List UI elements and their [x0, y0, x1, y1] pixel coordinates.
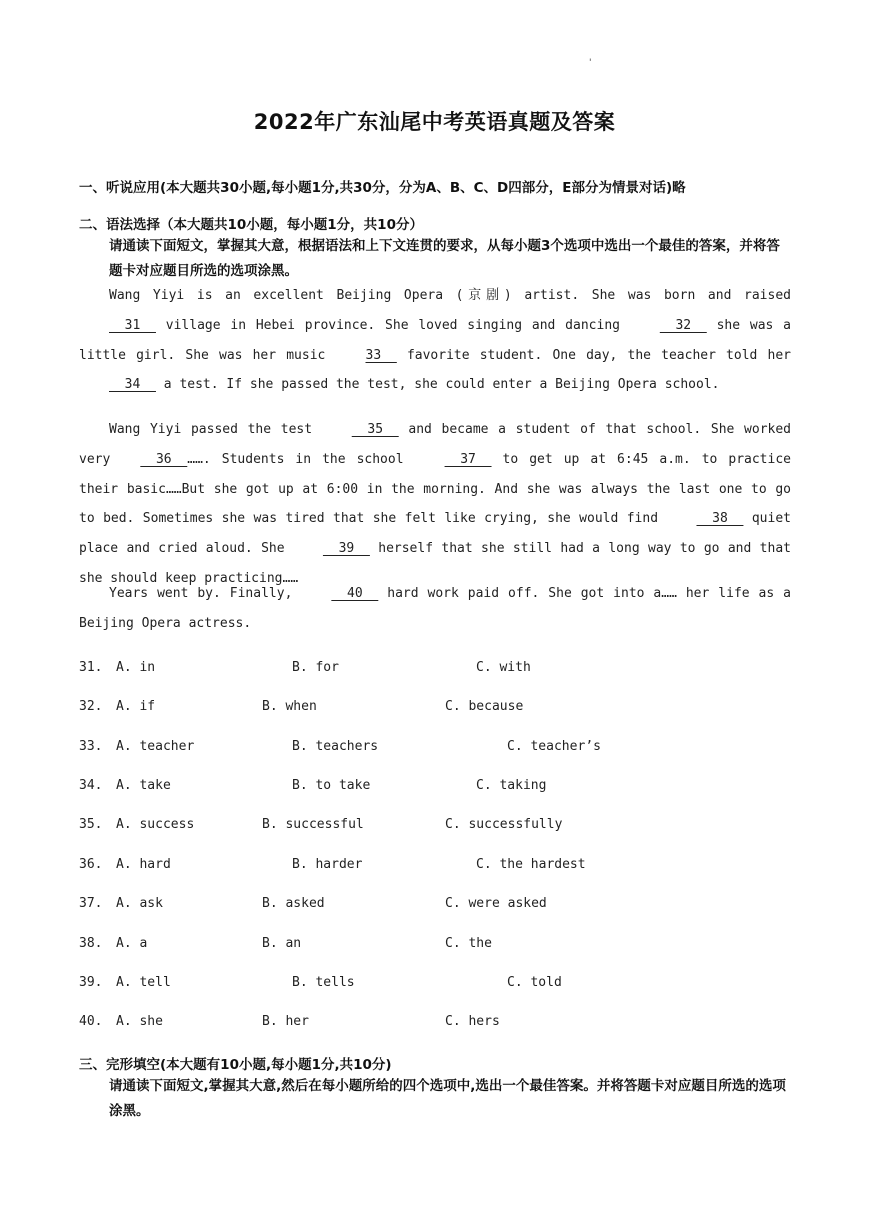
option-a: A. a	[116, 936, 148, 951]
option-a: A. tell	[116, 975, 171, 990]
option-b: B. successful	[262, 817, 364, 832]
option-b: B. her	[262, 1014, 309, 1029]
passage-text: to get up at 6:45 a.m. to practice their basic……But she got up at 6:00 in the morning. And she was always the last one to go to bed. Sometimes she was tired that she felt like crying, she would find	[79, 451, 791, 527]
blank-35: 35	[351, 422, 399, 437]
passage-text: and became a student of that school. She worked very	[79, 422, 791, 467]
option-c: C. the	[445, 936, 492, 951]
blank-40: 40	[331, 586, 379, 601]
section3-heading: 三、完形填空(本大题有10小题,每小题1分,共10分)	[79, 1057, 392, 1073]
passage-text: Wang Yiyi passed the test	[109, 422, 322, 437]
question-row-33	[79, 739, 791, 759]
corner-mark: '	[589, 58, 592, 68]
question-row-40	[79, 1014, 791, 1034]
question-row-35	[79, 817, 791, 837]
option-c: C. taking	[476, 778, 547, 793]
question-number: 40.	[79, 1014, 103, 1029]
passage-text: quiet place and cried aloud. She	[79, 511, 791, 557]
question-row-36	[79, 857, 791, 877]
option-c: C. successfully	[445, 817, 563, 832]
question-number: 33.	[79, 739, 103, 754]
question-row-34	[79, 778, 791, 798]
option-a: A. success	[116, 817, 195, 832]
blank-38: 38	[696, 511, 744, 527]
blank-33: 33	[365, 347, 397, 363]
option-c: C. the hardest	[476, 857, 586, 872]
passage-paragraph-3	[79, 579, 791, 639]
option-b: B. tells	[292, 975, 355, 990]
option-a: A. she	[116, 1014, 163, 1029]
blank-32: 32	[659, 317, 707, 333]
passage-text: favorite student. One day, the teacher told her	[396, 347, 791, 363]
section3-instruction: 请通读下面短文,掌握其大意,然后在每小题所给的四个选项中,选出一个最佳答案。并将答题卡对应题目所选的选项涂黑。	[109, 1078, 786, 1119]
option-b: B. for	[292, 660, 339, 675]
option-c: C. with	[476, 660, 531, 675]
question-row-37	[79, 896, 791, 916]
passage-text: she was a little girl. She was her music	[79, 317, 791, 363]
question-row-38	[79, 936, 791, 956]
option-a: A. hard	[116, 857, 171, 872]
question-number: 36.	[79, 857, 103, 872]
option-c: C. teacher’s	[507, 739, 601, 754]
question-number: 39.	[79, 975, 103, 990]
passage-text: ……. Students in the school	[187, 451, 415, 467]
passage-text: a test. If she passed the test, she could enter a Beijing Opera school.	[155, 377, 720, 393]
option-a: A. take	[116, 778, 171, 793]
question-number: 37.	[79, 896, 103, 911]
option-b: B. harder	[292, 857, 363, 872]
section2-instruction: 请通读下面短文，掌握其大意，根据语法和上下文连贯的要求，从每小题3个选项中选出一个最佳的答案，并将答题卡对应题目所选的选项涂黑。	[109, 238, 780, 279]
option-b: B. an	[262, 936, 302, 951]
option-c: C. hers	[445, 1014, 500, 1029]
section1-heading: 一、听说应用(本大题共30小题,每小题1分,共30分，分为A、B、C、D四部分，E部分为情景对话)略	[79, 180, 686, 196]
option-a: A. teacher	[116, 739, 195, 754]
option-a: A. if	[116, 699, 156, 714]
blank-39: 39	[322, 541, 370, 557]
page-title: 2022年广东汕尾中考英语真题及答案	[253, 110, 616, 134]
question-row-39	[79, 975, 791, 995]
question-number: 34.	[79, 778, 103, 793]
option-c: C. were asked	[445, 896, 547, 911]
blank-31: 31	[109, 317, 156, 333]
option-b: B. when	[262, 699, 317, 714]
question-number: 32.	[79, 699, 103, 714]
passage-text: Wang Yiyi is an excellent Beijing Opera (京剧) artist. She was born and raised	[109, 288, 791, 303]
question-number: 38.	[79, 936, 103, 951]
passage-paragraph-1	[79, 281, 791, 400]
option-a: A. in	[116, 660, 156, 675]
option-a: A. ask	[116, 896, 163, 911]
blank-34: 34	[109, 377, 156, 393]
blank-37: 37	[444, 451, 492, 467]
passage-text: village in Hebei province. She loved singing and dancing	[155, 317, 630, 333]
option-c: C. told	[507, 975, 562, 990]
option-b: B. teachers	[292, 739, 379, 754]
passage-text: hard work paid off. She got into a…… her life as a Beijing Opera actress.	[79, 586, 791, 631]
option-c: C. because	[445, 699, 524, 714]
option-b: B. asked	[262, 896, 325, 911]
passage-text: herself that she still had a long way to go and that she should keep practicing……	[79, 541, 791, 586]
option-b: B. to take	[292, 778, 371, 793]
question-row-32	[79, 699, 791, 719]
passage-paragraph-2	[79, 415, 791, 594]
question-number: 35.	[79, 817, 103, 832]
passage-text: Years went by. Finally,	[109, 586, 302, 601]
question-number: 31.	[79, 660, 103, 675]
question-row-31	[79, 660, 791, 680]
section2-heading: 二、语法选择（本大题共10小题，每小题1分，共10分）	[79, 217, 423, 233]
blank-36: 36	[140, 451, 188, 467]
